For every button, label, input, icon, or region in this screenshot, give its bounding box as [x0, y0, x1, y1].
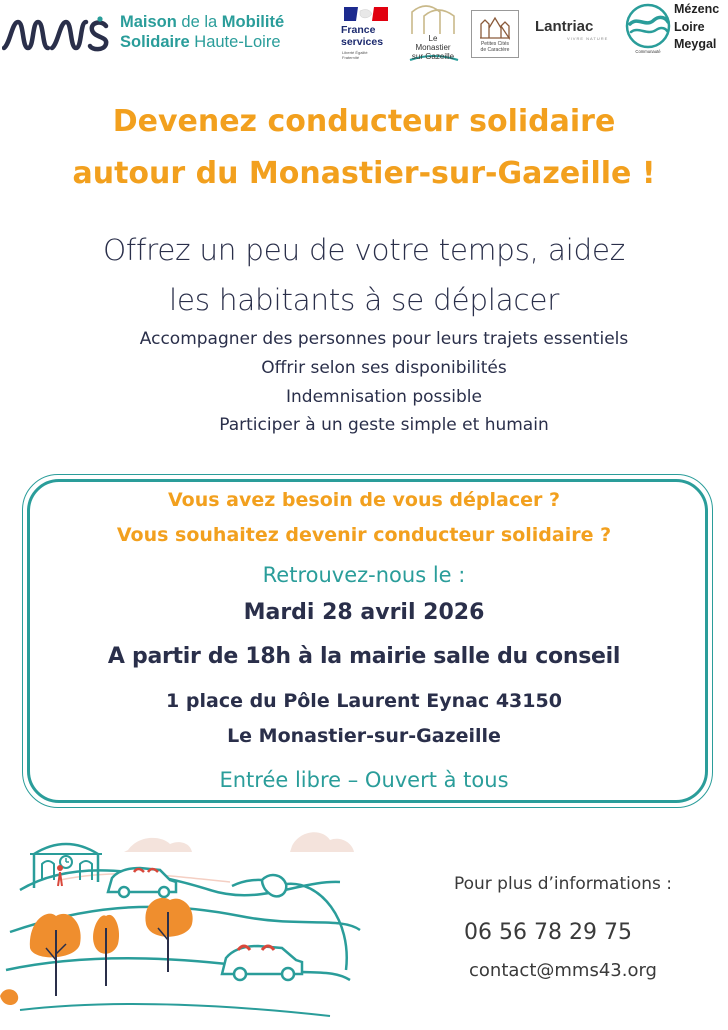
mezenc-emblem-icon	[622, 2, 674, 54]
france-services-label	[341, 24, 383, 48]
french-flag-icon	[340, 5, 392, 25]
pcc-line: de Caractère	[480, 47, 510, 53]
contact-email[interactable]: contact@mms43.org	[469, 960, 657, 981]
mms-name-part: Maison	[120, 13, 177, 31]
mms-name-part: de la	[176, 13, 222, 31]
subtitle-line2: les habitants à se déplacer	[168, 283, 560, 317]
monastier-line: sur Gazeille	[411, 52, 455, 61]
event-time-place: A partir de 18h à la mairie salle du conseil	[107, 644, 621, 669]
mezenc-logo-text	[674, 1, 719, 54]
cloud-icon	[124, 838, 192, 852]
mms-logo-icon	[2, 14, 110, 54]
tree-icon	[0, 989, 18, 1005]
car-icon	[222, 946, 302, 980]
village-carpool-illustration	[0, 820, 400, 1030]
monastier-line: Le	[428, 34, 438, 43]
france-services-line: France	[341, 24, 376, 36]
contact-label: Pour plus d’informations :	[453, 874, 673, 894]
tree-icon	[30, 914, 81, 996]
lantriac-tagline: VIVRE NATURE	[567, 36, 609, 41]
event-find-us: Retrouvez-nous le :	[262, 563, 466, 587]
mezenc-line: Mézenc	[674, 2, 720, 16]
header-logos	[0, 0, 728, 75]
mezenc-line: Loire	[674, 19, 705, 34]
castle-icon	[478, 14, 512, 40]
lantriac-logo: Lantriac	[535, 18, 594, 35]
mezenc-line: Meygal	[674, 37, 717, 51]
monastier-logo-text	[403, 34, 463, 61]
monastier-line: Monastier	[415, 43, 451, 52]
mms-name-part: Solidaire	[120, 33, 190, 51]
cloud-icon	[290, 832, 354, 852]
event-question-2: Vous souhaitez devenir conducteur solidaire ?	[116, 524, 612, 546]
petites-cites-text	[472, 41, 518, 53]
event-entry: Entrée libre – Ouvert à tous	[219, 768, 509, 792]
france-services-motto: Liberté Égalité Fraternité	[342, 50, 368, 60]
mezenc-arc-label: Communauté	[635, 49, 661, 54]
france-services-line: services	[341, 36, 384, 48]
benefit-item: Accompagner des personnes pour leurs trajets essentiels	[139, 329, 629, 349]
event-address-line2: Le Monastier-sur-Gazeille	[227, 725, 501, 747]
event-date: Mardi 28 avril 2026	[243, 600, 485, 625]
car-icon	[108, 868, 176, 897]
mms-name-part: Haute-Loire	[189, 33, 281, 51]
main-title-line2: autour du Monastier-sur-Gazeille !	[72, 156, 656, 191]
mms-organisation-name	[120, 12, 284, 52]
event-question-1: Vous avez besoin de vous déplacer ?	[167, 489, 560, 511]
pcc-line: Petites Cités	[480, 41, 510, 47]
benefit-item: Participer à un geste simple et humain	[219, 415, 549, 435]
tree-icon	[93, 915, 119, 986]
event-address-line1: 1 place du Pôle Laurent Eynac 43150	[166, 690, 562, 712]
subtitle-line1: Offrez un peu de votre temps, aidez	[103, 233, 625, 267]
benefit-item: Offrir selon ses disponibilités	[261, 358, 507, 378]
main-title-line1: Devenez conducteur solidaire	[112, 104, 616, 139]
benefit-item: Indemnisation possible	[286, 387, 482, 407]
mms-name-part: Mobilité	[221, 13, 285, 31]
contact-phone[interactable]: 06 56 78 29 75	[464, 920, 632, 945]
town-hall-icon	[30, 844, 102, 888]
